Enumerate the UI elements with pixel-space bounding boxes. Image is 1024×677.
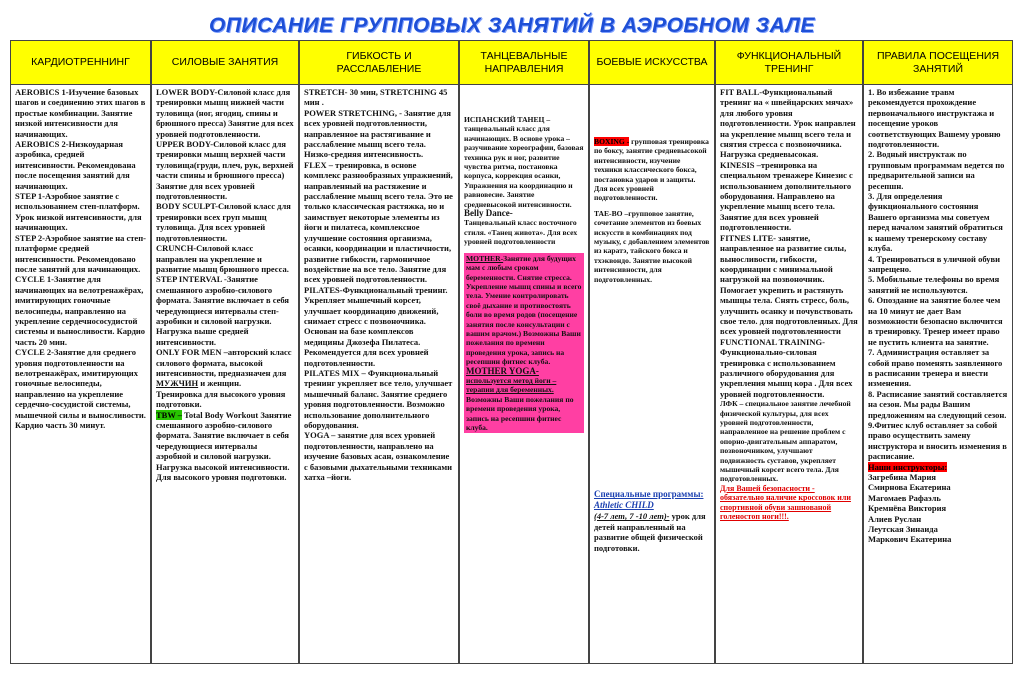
athletic-child-ages: (4-7 лет, 7 -10 лет)- [594,511,670,522]
class-fitnes-lite: FITNES LITE- занятие, направленное на развитие силы, выносливости, гибкости, координации с минимальной нагрузкой на позвоночник. Помогает укрепить и растянуть мышцы тела. Снять стресс, боль, улучшить осанку и почувствовать свое тело. для подготовленных. Для всех уровней подготовленности [720,232,858,337]
class-belly-dance-text: Танцевальный класс восточного стиля. «Танец живота». Для всех уровней подготовленности [464,218,578,247]
class-body-sculpt: BODY SCULPT-Силовой класс для тренировки всех груп мышц туловища. Для всех уровней подготовленности. [156,201,291,243]
instructor-name: Леутская Зинаида [868,524,938,535]
tbw-label: TBW – [156,409,183,420]
boxing-label: BOXING - [594,137,630,146]
column-body-martial-arts [590,85,714,663]
athletic-child-text: урок для детей направленный на развитие общей физической подготовки. [594,511,706,553]
class-crunch: CRUNCH-Силовой класс направлен на укрепление и развитие мышц брюшного пресса. [156,243,289,274]
only-for-men-text: ONLY FOR MEN –авторский класс силового формата, высокой интенсивности, предназначен для [156,347,292,378]
class-spanish-dance: ИСПАНСКИЙ ТАНЕЦ – танцевальный класс для начинающих. В основе урока – разучивание хореографии, базовая техника рук и ног, развитие чувства ритма, постановка корпуса, коррекция осанки, Упражнения на координацию и равновесие. Занятие средневысокой интенсивности. [464,115,584,209]
class-step-interval: STEP INTERVAL -Занятие смешанного аэробно-силового формата. Занятие включает в себя чередующиеся интервалы степ-аэробики и силовой нагрузки. Нагрузка выше средней интенсивности. [156,274,290,347]
class-tbw [156,410,294,483]
mother-yoga-method: используется метод йоги –терапии для беременных. [466,375,557,395]
column-body-rules [864,85,1012,663]
class-fit-ball: FIT BALL-Функциональный тренинг на « швейцарских мячах» для любого уровня подготовленности. Урок направлен на укрепление мышц всего тела и снятия стресса с позвоночника. Нагрузка средневысокая. [720,87,856,160]
class-belly-dance-title: Belly Dance- [464,208,513,219]
class-stretch: STRETCH- 30 мин, STRETCHING 45 мин . [304,87,448,108]
class-step-1: STEP 1-Аэробное занятие с использованием степ-платформ. Урок низкой интенсивности, для начинающих. [15,191,142,233]
men-highlight: МУЖЧИН [156,378,199,389]
class-power-stretching: POWER STRETCHING, - Занятие для всех уровней подготовленности, направленное на растягивание и расслабление мышц всего тела. Низко-средняя интенсивность. [304,107,451,160]
column-body-flexibility [300,85,458,663]
instructor-name: Магомаев Рафаэль [868,492,941,503]
class-functional-training: FUNCTIONAL TRAINING- Функционально-силовая тренировка с использованием различного оборудования для укрепления мышц кора . Для всех уровней подготовленности. [720,336,853,399]
instructors-label: Наши инструкторы: [868,461,948,472]
rule-6: 6. Опоздание на занятие более чем на 10 минут не дает Вам возможности безопасно включится в тренировку. Тренер имеет право не пустить клиента на занятие. [868,295,1003,347]
rule-5: 5. Мобильные телефоны во время занятий не используются. [868,274,1000,295]
schedule-table [10,40,1013,664]
tbw-text: Total Body Workout Занятие смешанного аэробно-силового формата. Занятие включает в себя чередующиеся интервалы аэробной и силовой нагрузки. Нагрузка высокой интенсивности. Для высокого уровня подготовки. [156,409,292,483]
class-aerobics-1: AEROBICS 1-Изучение базовых шагов и соединению этих шагов в простые комбинации. Занятие низкой интенсивности для начинающих. [15,87,146,139]
safety-note: Для Вашей безопасности - обязательно наличие кроссовок или спортивной обуви зашнованой голеностоп ноги!!!. [720,483,851,522]
class-kinesis: KINESIS –тренировка на специальном тренажере Кинезис с использованием дополнительного оборудования. Направлено на укрепление мышц всего тела. Занятие для всех уровней подготовленности. [720,159,853,233]
instructors-heading [868,462,1008,472]
class-pilates-mix: PILATES MIX – Функциональный тренинг укрепляет все тело, улучшает мышечный баланс. Занятие среднего уровня подготовленности. Возможно использование дополнительного оборудования. [304,367,453,430]
column-header-flexibility: ГИБКОСТЬ И РАССЛАБЛЕНИЕ [300,41,458,85]
women-text: и женщин. [198,378,242,389]
instructor-name: Алиев Руслан [868,513,922,524]
class-boxing [594,137,710,203]
class-pilates: PILATES-Функциональный тренинг. Укрепляет мышечный корсет, улучшает координацию движений, снимает стресс с позвоночника. Основан на базе комплексов медицины Джозефа Пилатеса. Рекомендуется для всех уровней подготовленности. [304,284,448,368]
column-body-strength [152,85,298,663]
class-lower-body: LOWER BODY-Силовой класс для тренировки мышц нижней части туловища (ног, ягодиц, спины и брюшного пресса) Занятие для всех уровней подготовленности. [156,87,294,139]
class-upper-body: UPPER BODY-Силовой класс для тренировки мышц верхней части туловища(груди, плеч, рук, верхней части спины и брюшного пресса) Занятие для всех уровней подготовленности. [156,139,294,202]
athletic-child: Athletic CHILD [594,500,654,511]
column-header-dance: ТАНЦЕВАЛЬНЫЕ НАПРАВЛЕНИЯ [460,41,588,85]
column-header-functional: ФУНКЦИОНАЛЬНЫЙ ТРЕНИНГ [716,41,862,85]
column-functional [715,40,863,664]
class-flex: FLEX – тренировка, в основе комплекс разнообразных упражнений, направленный на растяжение и расслабление мышц всего тела. Это не только классическая растяжка, но и заимствует некоторые элементы из йоги и пилатеса, комплексное улучшение состояния организма, осанки, координации и пластичности, развитие гибкости, гармоничное воздействие на все тело. Занятие для всех уровней подготовленности. [304,159,453,285]
column-body-functional [716,85,862,663]
page-title: ОПИСАНИЕ ГРУППОВЫХ ЗАНЯТИЙ В АЭРОБНОМ ЗАЛЕ [209,14,815,37]
class-step-2: STEP 2-Аэробное занятие на степ- платформе средней интенсивности. Рекомендовано после занятий для начинающих. [15,232,146,274]
column-header-strength: СИЛОВЫЕ ЗАНЯТИЯ [152,41,298,85]
column-martial-arts [589,40,715,664]
class-only-for-men [156,347,294,389]
mother-text: Занятие для будущих мам с любым сроком беременности. Снятие стресса. Укрепление мышц спины и всего тела. Умение контролировать своё дыхание и противостоять боли во время родов (посещение занятия после консультации с вашим врачом.) Возможны Ваши пожелания по времени проведения урока, запись на ресепшин фитнес клуба. [466,253,582,367]
rule-1: 1. Во избежание травм рекомендуется прохождение первоначального инструктажа и посещение уроков соответствующих Вашему уровню подготовленности. [868,87,1001,150]
mother-yoga-text: Возможны Ваши пожелания по времени проведения урока, запись на ресепшин фитнес клуба. [466,394,574,432]
athletic-child-desc [594,511,710,553]
column-dance [459,40,589,664]
instructor-name: Маркович Екатерина [868,534,952,545]
instructor-name: Загребина Мария [868,472,937,483]
instructor-name: Кремнёва Виктория [868,503,947,514]
column-body-dance [460,85,588,663]
class-lfk: ЛФК – специальное занятие лечебной физической культуры, для всех уровней подготовленности, направленное на решение проблем с опорно-двигательным аппаратом, позвоночником, улучшают подвижность суставов, укрепляет мышечный корсет всего тела. Для подготовленных. [720,399,851,484]
high-level-note: Тренировка для высокого уровня подготовки. [156,388,286,410]
rule-7: 7. Администрация оставляет за собой право поменять заявленного в расписании тренера и внести изменения. [868,347,1003,389]
class-tae-bo: TAE-BO –групповое занятие, сочетание элементов из боевых искусств в комбинациях под музыку, с добавлением элементов из каратэ, тайского бокса и тхэквондо. Занятие высокой интенсивности, для подготовленных. [594,208,710,284]
mother-yoga-title: MOTHER YOGA- [466,365,539,376]
class-mother-yoga [466,367,582,433]
rule-2: 2. Водный инструктаж по групповым программам ведется по предварительной записи на ресепшн. [868,149,1005,191]
column-strength [151,40,299,664]
class-cycle-1: CYCLE 1-Занятие для начинающих на велотренажёрах, имитирующих гоночные велосипеды, направленно на укрепление сердечнососудистой системы и выносливости. Кардио часть 20 мин. [15,274,146,347]
column-cardio [10,40,151,664]
column-flexibility [299,40,459,664]
column-body-cardio [11,85,150,663]
class-mother [466,254,582,367]
column-header-rules: ПРАВИЛА ПОСЕЩЕНИЯ ЗАНЯТИЙ [864,41,1012,85]
column-header-cardio: КАРДИОТРЕННИНГ [11,41,150,85]
rule-4: 4. Тренироваться в уличной обуви запрещено. [868,253,1000,274]
mother-box [464,253,584,434]
rule-8: 8. Расписание занятий составляется на сезон. Мы рады Вашим предложениям на следующий сезон. [868,388,1008,420]
instructor-name: Смирнова Екатерина [868,482,951,493]
column-rules [863,40,1013,664]
rule-9: 9.Фитнес клуб оставляет за собой право осуществить замену инструктора и вносить изменения в расписание. [868,420,1007,462]
mother-title: MOTHER- [466,253,504,263]
class-aerobics-2: AEROBICS 2-Низкоударная аэробика, средней интенсивности. Рекомендована после посещения занятий для начинающих. [15,139,136,191]
boxing-text: групповая тренировка по боксу, занятие средневысокой интенсивности, изучение техники классического бокса, постановка ударов и защиты. Для всех уровней подготовленности. [594,137,709,203]
column-header-martial-arts: БОЕВЫЕ ИСКУССТВА [590,41,714,85]
class-yoga: YOGA – занятие для всех уровней подготовленности, направлено на изучение базовых асан, ознакомление с базовыми дыхательными техниками хатха –йоги. [304,430,453,483]
class-cycle-2: CYCLE 2-Занятие для среднего уровня подготовленности на велотренажёрах, имитирующих гоночные велосипеды, направленно на укрепление сердечно-сосудистой системы, мышечной силы и выносливости. Кардио часть 30 минут. [15,347,146,430]
rule-3: 3. Для определения функционального состояния Вашего организма мы советуем перед началом занятий обратиться к нашему тренерскому составу клуба. [868,191,1003,254]
special-programs: Специальные программы: [594,489,704,500]
